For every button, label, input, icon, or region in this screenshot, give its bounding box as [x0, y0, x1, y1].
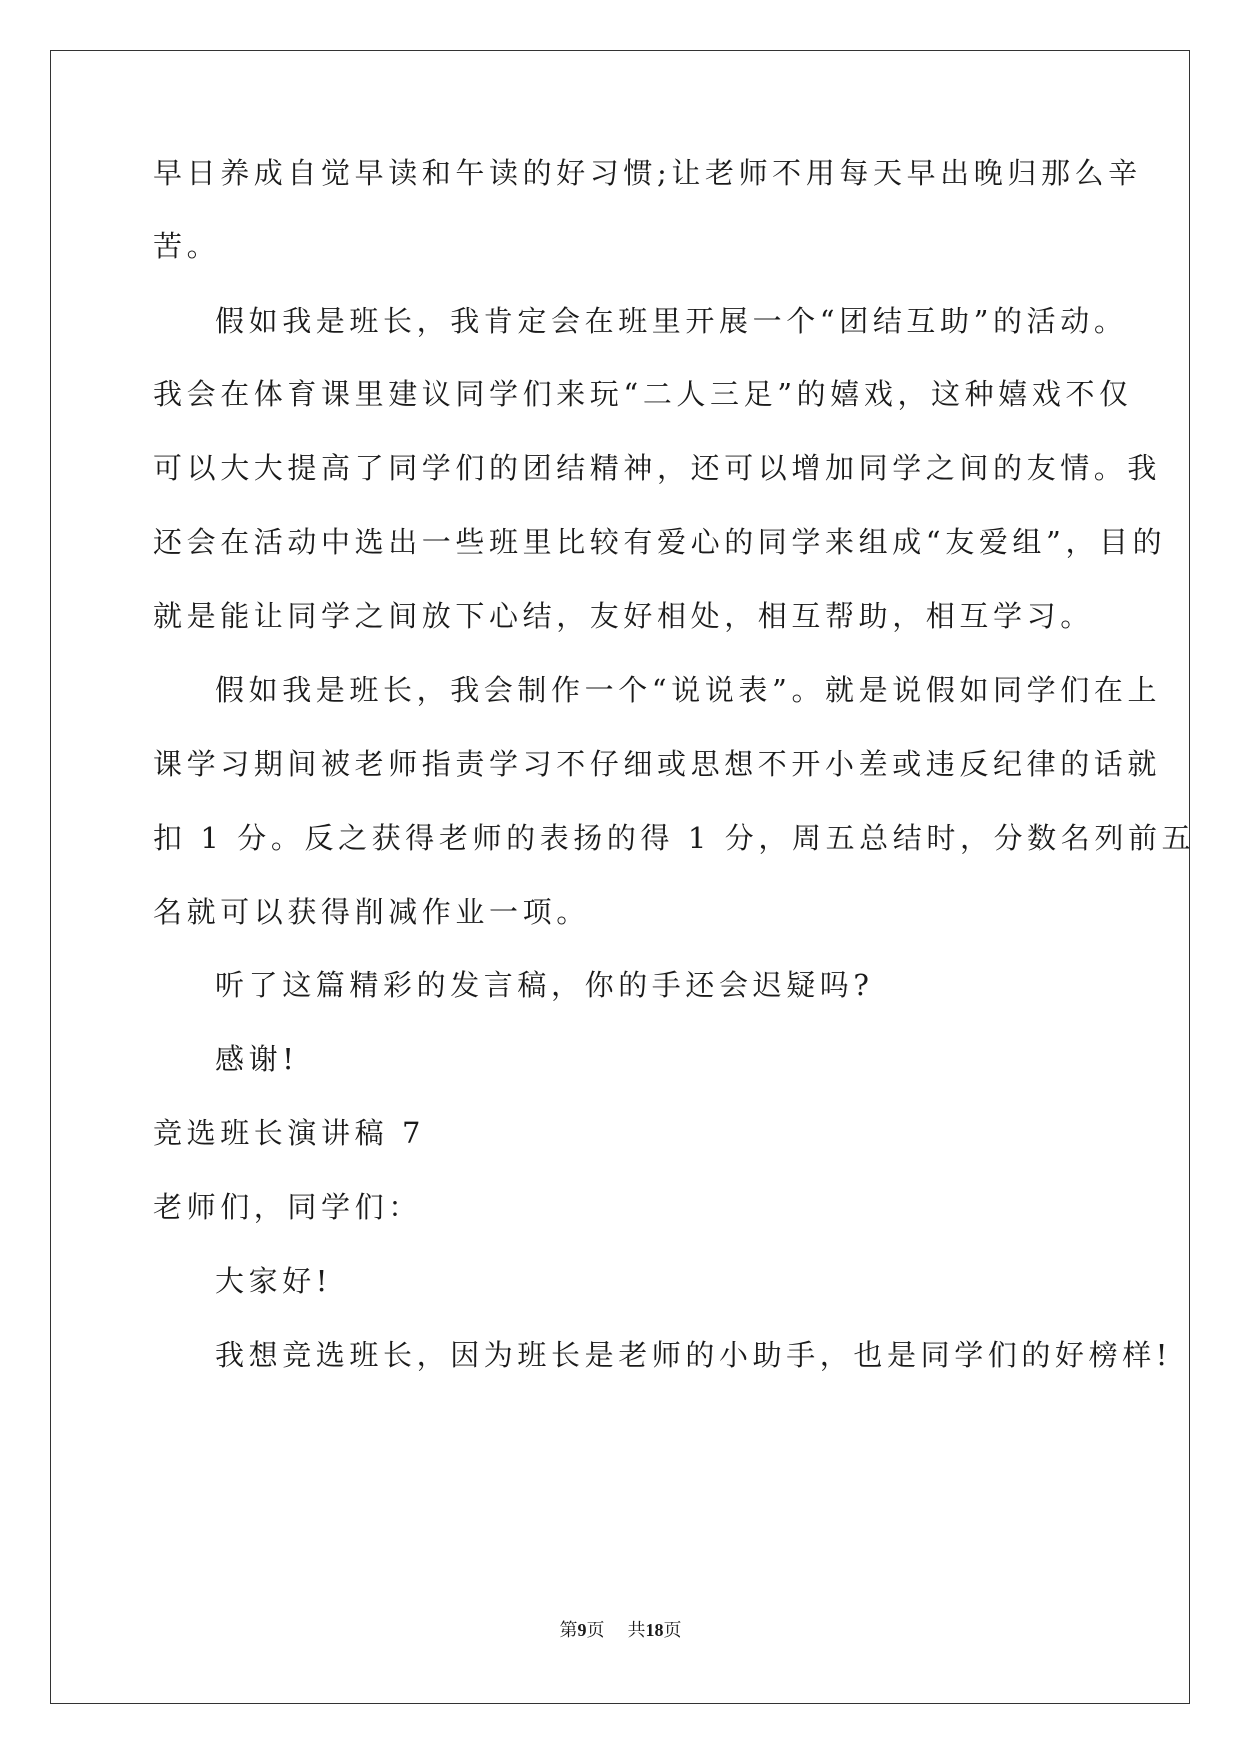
- total-page-count: 18: [645, 1620, 664, 1640]
- text-line: 我会在体育课里建议同学们来玩“二人三足”的嬉戏，这种嬉戏不仅: [153, 377, 1133, 411]
- paragraph-start-line: 听了这篇精彩的发言稿，你的手还会迟疑吗?: [215, 968, 874, 1002]
- page-footer: [0, 1618, 1241, 1643]
- text-line: 早日养成自觉早读和午读的好习惯;让老师不用每天早出晚归那么辛: [153, 156, 1142, 190]
- text-line: 可以大大提高了同学们的团结精神，还可以增加同学之间的友情。我: [153, 451, 1162, 485]
- paragraph-start-line: 假如我是班长，我肯定会在班里开展一个“团结互助”的活动。: [215, 304, 1128, 338]
- footer-prefix: 第: [559, 1620, 578, 1641]
- text-line: 扣 1 分。反之获得老师的表扬的得 1 分，周五总结时，分数名列前五: [153, 821, 1196, 855]
- text-line: 还会在活动中选出一些班里比较有爱心的同学来组成“友爱组”，目的: [153, 525, 1167, 559]
- text-line: 就是能让同学之间放下心结，友好相处，相互帮助，相互学习。: [153, 599, 1094, 633]
- paragraph-start-line: 感谢!: [215, 1042, 299, 1076]
- page-frame: [50, 50, 1190, 1704]
- text-line: 课学习期间被老师指责学习不仔细或思想不开小差或违反纪律的话就: [153, 747, 1162, 781]
- text-line: 苦。: [153, 229, 221, 263]
- paragraph-start-line: 我想竞选班长，因为班长是老师的小助手，也是同学们的好榜样!: [215, 1338, 1173, 1372]
- section-heading: 竞选班长演讲稿 7: [153, 1116, 426, 1150]
- footer-page-suffix: 页: [586, 1620, 605, 1641]
- greeting-line: 大家好!: [215, 1264, 333, 1298]
- current-page-number: 9: [577, 1620, 587, 1640]
- footer-total-suffix: 页: [663, 1620, 682, 1641]
- text-line: 名就可以获得削减作业一项。: [153, 895, 590, 929]
- salutation-line: 老师们，同学们：: [153, 1190, 422, 1224]
- footer-total-prefix: 共: [627, 1620, 646, 1641]
- paragraph-start-line: 假如我是班长，我会制作一个“说说表”。就是说假如同学们在上: [215, 673, 1162, 707]
